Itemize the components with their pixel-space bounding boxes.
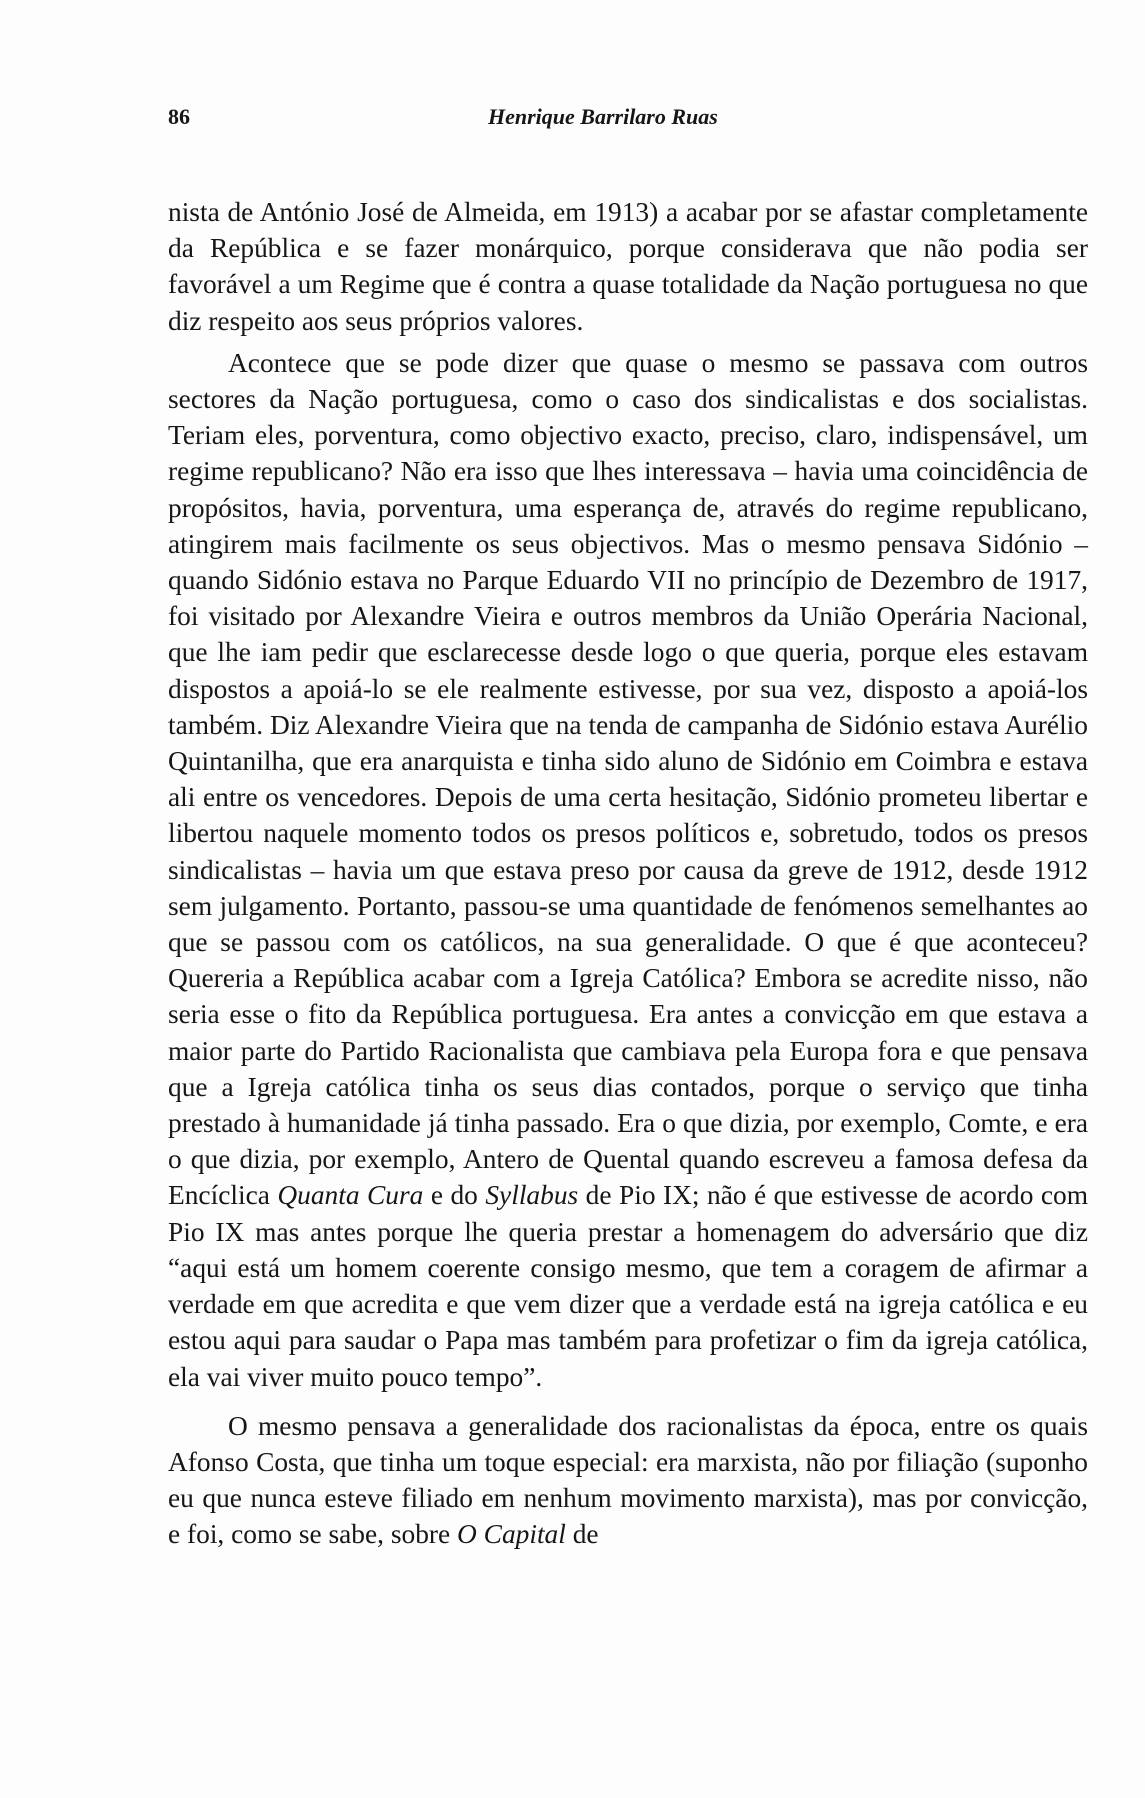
work-title-syllabus: Syllabus — [485, 1180, 579, 1211]
running-head — [168, 100, 1008, 134]
body-text — [168, 194, 1088, 1553]
paragraph-2 — [168, 345, 1088, 1395]
paragraph-2-text-1: Acontece que se pode dizer que quase o mesmo se passava com outros sectores da Nação portuguesa, como o caso dos sindicalistas e dos socialistas. Teriam eles, porventura, como objectivo exacto, preciso, claro, indispensável, um regime republicano? Não era isso que lhes interessava – havia uma coincidência de propósitos, havia, porventura, uma esperança de, através do regime republicano, atingirem mais facilmente os seus objectivos. Mas o mesmo pensava Sidónio – quando Sidónio estava no Parque Eduardo VII no princípio de Dezembro de 1917, foi visitado por Alexandre Vieira e outros membros da União Operária Nacional, que lhe iam pedir que esclarecesse desde logo o que queria, porque eles estavam dispostos a apoiá-lo se ele realmente estivesse, por sua vez, disposto a apoiá-los também. Diz Alexandre Vieira que na tenda de campanha de Sidónio estava Aurélio Quintanilha, que era anarquista e tinha sido aluno de Sidónio em Coimbra e estava ali entre os vencedores. Depois de uma certa hesitação, Sidónio prometeu libertar e libertou naquele momento todos os presos políticos e, sobretudo, todos os presos sindicalistas – havia um que estava preso por causa da greve de 1912, desde 1912 sem julgamento. Portanto, passou-se uma quantidade de fenómenos semelhantes ao que se passou com os católicos, na sua generalidade. O que é que aconteceu? Quereria a República acabar com a Igreja Católica? Embora se acredite nisso, não seria esse o fito da República portuguesa. Era antes a convicção em que estava a maior parte do Partido Racionalista que cambiava pela Europa fora e que pensava que a Igreja católica tinha os seus dias contados, porque o serviço que tinha prestado à humanidade já tinha passado. Era o que dizia, por exemplo, Comte, e era o que dizia, por exemplo, Antero de Quental quando escreveu a famosa defesa da Encíclica — [168, 347, 1088, 1211]
paragraph-3-text-2: de — [565, 1519, 599, 1550]
paragraph-3 — [168, 1408, 1088, 1553]
work-title-quanta-cura: Quanta Cura — [277, 1180, 424, 1211]
page-number: 86 — [168, 104, 190, 129]
paragraph-2-text-3: de Pio IX; não é que estivesse de acordo com Pio IX mas antes porque lhe queria prestar a homenagem do adversário que diz “aqui está um homem coerente consigo mesmo, que tem a coragem de afirmar a verdade em que acredita e que vem dizer que a verdade está na igreja católica e eu estou aqui para saudar o Papa mas também para profetizar o fim da igreja católica, ela vai viver muito pouco tempo”. — [168, 1180, 1089, 1392]
paragraph-3-text-1: O mesmo pensava a generalidade dos racionalistas da época, entre os quais Afonso Costa, que tinha um toque especial: era marxista, não por filiação (suponho eu que nunca esteve filiado em nenhum movimento marxista), mas por convicção, e foi, como se sabe, sobre — [168, 1410, 1088, 1550]
paragraph-2-text-2: e do — [423, 1180, 486, 1211]
paragraph-1: nista de António José de Almeida, em 1913) a acabar por se afastar completamente da República e se fazer monárquico, porque considerava que não podia ser favorável a um Regime que é contra a quase totalidade da Nação portuguesa no que diz respeito aos seus próprios valores. — [168, 197, 1088, 336]
running-title: Henrique Barrilaro Ruas — [488, 104, 718, 129]
work-title-o-capital: O Capital — [457, 1519, 566, 1550]
